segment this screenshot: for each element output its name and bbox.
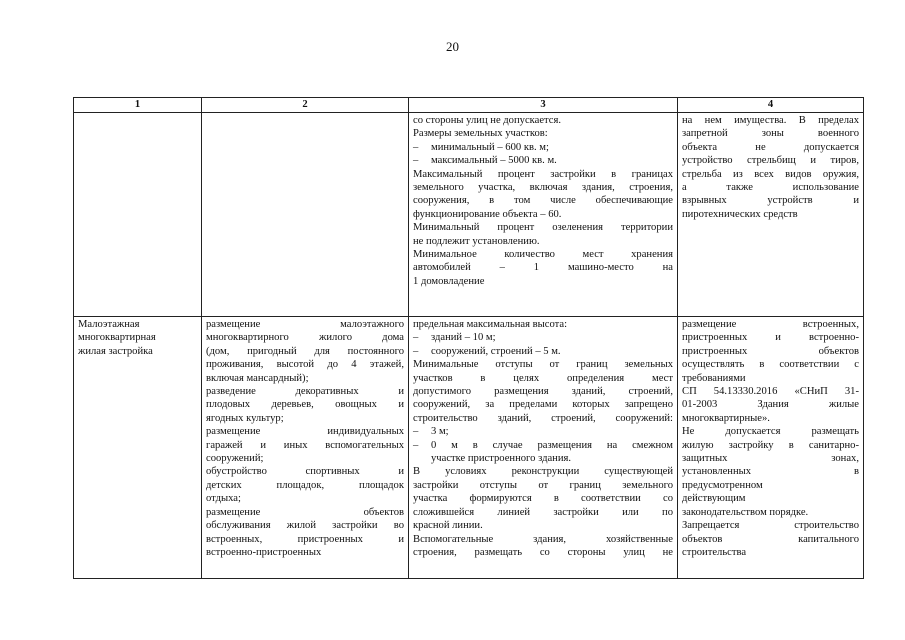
text-line: включая мансардный);: [206, 372, 309, 384]
text-line: Не допускается размещать: [682, 426, 859, 438]
text-line: 01-2003 Здания жилые: [682, 399, 859, 411]
text-line: пиротехнических средств: [682, 208, 798, 220]
text-line: осуществлять в соответствии с: [682, 359, 859, 371]
text-line: многоквартирные».: [682, 412, 770, 424]
text-line: В условиях реконструкции существующей: [413, 466, 673, 478]
text-line: автомобилей – 1 машино-место на: [413, 262, 673, 274]
text-line: проживания, высотой до 4 этажей,: [206, 359, 404, 371]
text-line: запретной зоны военного: [682, 128, 859, 140]
text-line: жилая застройка: [78, 345, 153, 357]
text-line: встроенно-пристроенных: [206, 546, 322, 558]
text-line: сооружений;: [206, 453, 264, 465]
text-line: ягодных культур;: [206, 412, 284, 424]
table-row: [74, 113, 864, 317]
text-line: – 3 м;: [413, 425, 673, 438]
text-line: строительства: [682, 546, 747, 558]
text-line: СП 54.13330.2016 «СНиП 31-: [682, 386, 859, 398]
text-line: Размеры земельных участков:: [413, 128, 548, 140]
text-line: не подлежит установлению.: [413, 235, 540, 247]
text-line: отдыха;: [206, 493, 241, 505]
text-line: Максимальный процент застройки в границах: [413, 168, 673, 180]
text-line: участке пристроенного здания.: [431, 453, 572, 465]
text-line: защитных зонах,: [682, 453, 859, 465]
text-line: Минимальные отступы от границ земельных: [413, 359, 673, 371]
text-line: размещение объектов: [206, 506, 404, 518]
text-line: разведение декоративных и: [206, 386, 404, 398]
text-line: многоквартирная: [78, 332, 156, 344]
text-line: земельного участка, включая здания, строения,: [413, 182, 673, 194]
text-line: а также использование: [682, 182, 859, 194]
text-line: на нем имущества. В пределах: [682, 115, 859, 126]
text-line: красной линии.: [413, 520, 483, 532]
text-line: строительство зданий, строений, сооружений:: [413, 412, 673, 424]
text-line: сооружения, в том числе обеспечивающие: [413, 195, 673, 207]
text-line: гаражей и иных вспомогательных: [206, 439, 404, 451]
text-line: объекта не допускается: [682, 141, 859, 153]
text-line: предельная максимальная высота:: [413, 319, 568, 330]
text-line: многоквартирного жилого дома: [206, 332, 404, 344]
text-line: Запрещается строительство: [682, 520, 859, 532]
row1-zone-name-cell: [74, 113, 202, 317]
table-row: [74, 317, 864, 579]
text-line: со стороны улиц не допускается.: [413, 115, 562, 126]
text-line: действующим: [682, 493, 746, 505]
text-line: застройки отступы от границ земельного: [413, 479, 673, 491]
header-col-2: 2: [202, 98, 409, 113]
header-col-4: 4: [678, 98, 864, 113]
row1-parameters-cell: [409, 113, 678, 317]
text-line: – максимальный – 5000 кв. м.: [413, 154, 673, 167]
text-line: требованиями: [682, 372, 746, 384]
text-line: Минимальное количество мест хранения: [413, 249, 673, 261]
text-line: Вспомогательные здания, хозяйственные: [413, 533, 673, 545]
regulations-table: [73, 97, 864, 579]
text-line: устройство стрельбищ и тиров,: [682, 155, 859, 167]
text-line: объектов капитального: [682, 533, 859, 545]
text-line: сооружений, за пределами которых запрещено: [413, 399, 673, 411]
header-col-1: 1: [74, 98, 202, 113]
text-line: допустимого размещения зданий, строений,: [413, 386, 673, 398]
text-line: встроенных, пристроенных и: [206, 533, 404, 545]
text-line: предусмотренном: [682, 479, 763, 491]
row2-zone-name-cell: [74, 317, 202, 579]
text-line: – зданий – 10 м;: [413, 331, 673, 344]
text-line: пристроенных объектов: [682, 345, 859, 357]
row2-permitted-uses-cell: [202, 317, 409, 579]
row1-restrictions-cell: [678, 113, 864, 317]
text-line: сложившейся линией застройки или по: [413, 506, 673, 518]
text-line: законодательством порядке.: [682, 506, 809, 518]
text-line: жилую застройку в санитарно-: [682, 439, 859, 451]
text-line: участков в целях определения мест: [413, 372, 673, 384]
row2-restrictions-cell: [678, 317, 864, 579]
row2-parameters-cell: [409, 317, 678, 579]
text-line: Минимальный процент озеленения территории: [413, 222, 673, 234]
text-line: установленных в: [682, 466, 859, 478]
text-line: функционирование объекта – 60.: [413, 208, 562, 220]
text-line: участка формируются в соответствии со: [413, 493, 673, 505]
text-line: плодовых деревьев, овощных и: [206, 399, 404, 411]
row1-permitted-uses-cell: [202, 113, 409, 317]
text-line: детских площадок, площадок: [206, 479, 404, 491]
header-col-3: 3: [409, 98, 678, 113]
text-line: обустройство спортивных и: [206, 466, 404, 478]
text-line: Малоэтажная: [78, 319, 140, 330]
page-number: 20: [446, 39, 459, 54]
text-line: пристроенных и встроенно-: [682, 332, 859, 344]
text-line: – 0 м в случае размещения на смежном: [413, 439, 673, 452]
text-line: – минимальный – 600 кв. м;: [413, 141, 673, 154]
text-line: строения, размещать со стороны улиц не: [413, 546, 673, 558]
table-header-row: [74, 98, 864, 113]
text-line: размещение встроенных,: [682, 319, 859, 330]
text-line: 1 домовладение: [413, 275, 485, 287]
text-line: стрельба из всех видов оружия,: [682, 168, 859, 180]
text-line: обслуживания жилой застройки во: [206, 520, 404, 532]
text-line: – сооружений, строений – 5 м.: [413, 345, 673, 358]
text-line: размещение малоэтажного: [206, 319, 404, 330]
text-line: взрывных устройств и: [682, 195, 859, 207]
text-line: размещение индивидуальных: [206, 426, 404, 438]
text-line: (дом, пригодный для постоянного: [206, 345, 404, 357]
